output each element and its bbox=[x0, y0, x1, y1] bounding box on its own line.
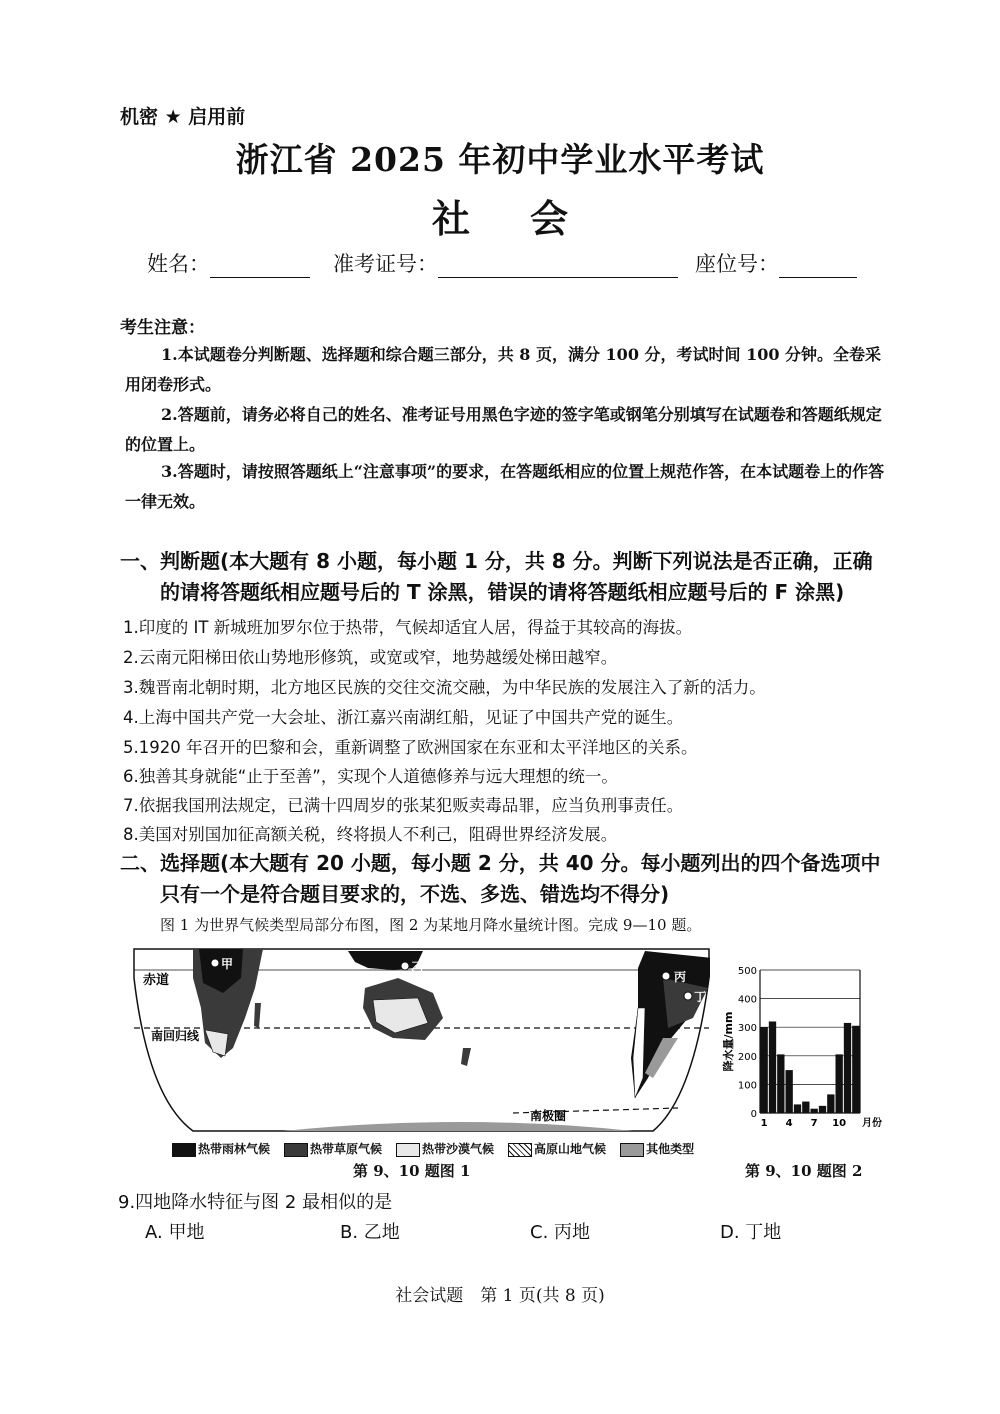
seat-field[interactable] bbox=[695, 248, 857, 278]
y-tick-label: 0 bbox=[750, 1109, 757, 1120]
judge-item-2: 2.云南元阳梯田依山势地形修筑，或宽或窄，地势越缓处梯田越窄。 bbox=[123, 648, 618, 667]
label-jia: 甲 bbox=[221, 957, 234, 971]
label-bing: 丙 bbox=[674, 970, 687, 984]
point-jia-marker bbox=[211, 959, 219, 967]
x-tick-label: 1 bbox=[760, 1118, 768, 1129]
question-intro: 图 1 为世界气候类型局部分布图，图 2 为某地月降水量统计图。完成 9—10 题。 bbox=[160, 916, 702, 934]
legend-item: 热带草原气候 bbox=[284, 1140, 382, 1157]
point-bing-marker bbox=[662, 972, 670, 980]
y-tick-label: 300 bbox=[737, 1023, 757, 1035]
legend-swatch bbox=[396, 1143, 420, 1157]
name-field[interactable] bbox=[147, 248, 310, 278]
bar-month-3 bbox=[777, 1054, 784, 1113]
point-ding-marker bbox=[684, 992, 692, 1000]
judge-item-7: 7.依据我国刑法规定，已满十四周岁的张某犯贩卖毒品罪，应当负刑事责任。 bbox=[123, 796, 684, 815]
name-line bbox=[210, 255, 310, 278]
notice-heading: 考生注意： bbox=[120, 318, 205, 338]
q9-stem: 9.四地降水特征与图 2 最相似的是 bbox=[118, 1192, 393, 1213]
bar-month-6 bbox=[802, 1102, 809, 1113]
section1-heading: 一、判断题(本大题有 8 小题，每小题 1 分，共 8 分。判断下列说法是否正确，正确 的请将答题纸相应题号后的 T 涂黑，错误的请将答题纸相应题号后的 F 涂黑) bbox=[120, 549, 873, 604]
bar-month-9 bbox=[827, 1094, 834, 1113]
bar-month-11 bbox=[844, 1023, 851, 1113]
y-tick-label: 500 bbox=[737, 966, 757, 977]
label-tropic: 南回归线 bbox=[151, 1029, 200, 1043]
seat-line bbox=[779, 255, 857, 278]
label-antarctic: 南极圈 bbox=[530, 1109, 567, 1123]
label-yi: 乙 bbox=[411, 960, 424, 974]
chart-caption: 第 9、10 题图 2 bbox=[745, 1162, 863, 1180]
exam-id-label: 准考证号： bbox=[333, 252, 438, 276]
page-footer: 社会试题 第 1 页(共 8 页) bbox=[395, 1286, 605, 1306]
legend-item: 其他类型 bbox=[620, 1140, 694, 1157]
bar-month-10 bbox=[836, 1054, 843, 1113]
bar-month-12 bbox=[852, 1026, 859, 1113]
legend-swatch bbox=[620, 1143, 644, 1157]
notice-item: 2.答题前，请务必将自己的姓名、准考证号用黑色字迹的签字笔或钢笔分别填写在试题卷和答题纸规定的位置上。 bbox=[125, 405, 882, 454]
x-tick-label: 月份 bbox=[862, 1118, 882, 1129]
legend-item: 高原山地气候 bbox=[508, 1140, 606, 1157]
bar-month-7 bbox=[811, 1109, 818, 1113]
judge-item-5: 5.1920 年召开的巴黎和会，重新调整了欧洲国家在东亚和太平洋地区的关系。 bbox=[123, 738, 698, 757]
y-tick-label: 100 bbox=[737, 1080, 757, 1092]
notice-item: 3.答题时，请按照答题纸上“注意事项”的要求，在答题纸相应的位置上规范作答，在本试题卷上的作答一律无效。 bbox=[125, 462, 885, 511]
seat-label: 座位号： bbox=[695, 252, 779, 276]
precipitation-chart bbox=[722, 960, 882, 1135]
legend-swatch bbox=[508, 1143, 532, 1157]
bar-month-1 bbox=[761, 1027, 768, 1113]
legend-item: 热带雨林气候 bbox=[172, 1140, 270, 1157]
label-ding: 丁 bbox=[694, 990, 707, 1004]
map-legend bbox=[172, 1140, 694, 1157]
point-yi-marker bbox=[401, 962, 409, 970]
section2-heading: 二、选择题(本大题有 20 小题，每小题 2 分，共 40 分。每小题列出的四个备选项中 只有一个是符合题目要求的，不选、多选、错选均不得分) bbox=[120, 851, 881, 906]
y-axis-label: 降水量/mm bbox=[722, 1011, 735, 1072]
option-b[interactable]: B. 乙地 bbox=[340, 1222, 400, 1243]
exam-title: 浙江省 2025 年初中学业水平考试 bbox=[235, 140, 765, 179]
x-tick-label: 10 bbox=[832, 1118, 847, 1129]
notice-item: 1.本试题卷分判断题、选择题和综合题三部分，共 8 页，满分 100 分，考试时间 100 分钟。全卷采用闭卷形式。 bbox=[125, 345, 882, 394]
exam-id-line bbox=[438, 255, 678, 278]
judge-item-4: 4.上海中国共产党一大会址、浙江嘉兴南湖红船，见证了中国共产党的诞生。 bbox=[123, 708, 684, 727]
exam-id-field[interactable] bbox=[333, 248, 678, 278]
judge-item-8: 8.美国对别国加征高额关税，终将损人不利己，阻碍世界经济发展。 bbox=[123, 825, 618, 844]
bar-month-4 bbox=[786, 1070, 793, 1113]
map-caption: 第 9、10 题图 1 bbox=[353, 1162, 471, 1180]
name-label: 姓名： bbox=[147, 252, 210, 276]
y-tick-label: 200 bbox=[737, 1051, 757, 1063]
judge-item-3: 3.魏晋南北朝时期，北方地区民族的交往交流交融，为中华民族的发展注入了新的活力。 bbox=[123, 678, 766, 697]
bar-month-8 bbox=[819, 1106, 826, 1113]
y-tick-label: 400 bbox=[737, 994, 757, 1006]
bar-month-5 bbox=[794, 1104, 801, 1113]
climate-map bbox=[133, 948, 710, 1132]
subject-title: 社会 bbox=[431, 197, 628, 241]
option-c[interactable]: C. 丙地 bbox=[530, 1222, 591, 1243]
legend-item: 热带沙漠气候 bbox=[396, 1140, 494, 1157]
option-a[interactable]: A. 甲地 bbox=[145, 1222, 205, 1243]
secret-mark: 机密 ★ 启用前 bbox=[120, 106, 246, 128]
legend-swatch bbox=[172, 1143, 196, 1157]
option-d[interactable]: D. 丁地 bbox=[720, 1222, 782, 1243]
bar-month-2 bbox=[769, 1021, 776, 1113]
judge-item-1: 1.印度的 IT 新城班加罗尔位于热带，气候却适宜人居，得益于其较高的海拔。 bbox=[123, 618, 693, 637]
label-equator: 赤道 bbox=[143, 973, 170, 988]
x-tick-label: 7 bbox=[810, 1118, 818, 1129]
judge-item-6: 6.独善其身就能“止于至善”，实现个人道德修养与远大理想的统一。 bbox=[123, 767, 618, 786]
legend-swatch bbox=[284, 1143, 308, 1157]
x-tick-label: 4 bbox=[785, 1118, 793, 1129]
